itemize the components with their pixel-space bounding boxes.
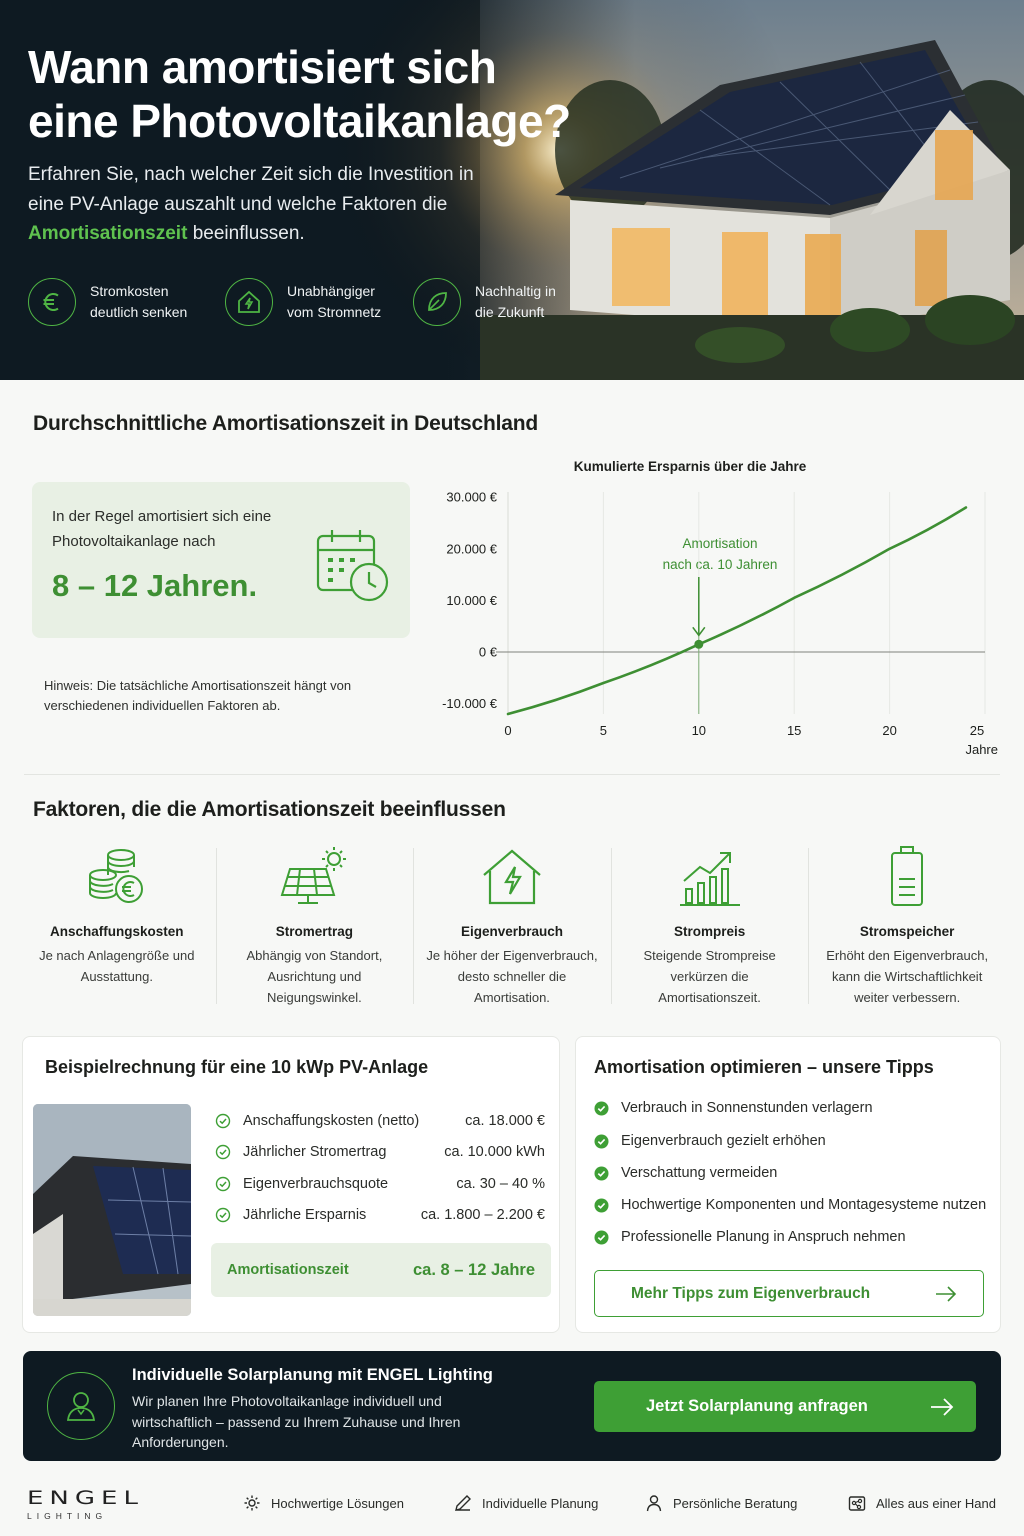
average-section-title: Durchschnittliche Amortisationszeit in Deutschland — [33, 412, 538, 435]
chart-x-tick-label: 10 — [691, 723, 707, 738]
annotation-line2: nach ca. 10 Jahren — [662, 557, 778, 572]
factor-electricity-price — [611, 842, 809, 1012]
logo-subline: LIGHTING — [27, 1511, 108, 1521]
request-planning-button[interactable] — [594, 1381, 976, 1432]
factor-title: Eigenverbrauch — [460, 924, 563, 939]
chart-title: Kumulierte Ersparnis über die Jahre — [573, 459, 807, 474]
footer-label: Hochwertige Lösungen — [271, 1495, 404, 1511]
factor-yield — [216, 842, 414, 1012]
hero-feature-line: die Zukunft — [475, 304, 545, 320]
chart-x-tick-label: 5 — [599, 723, 608, 738]
calc-label: Anschaffungskosten (netto) — [243, 1113, 420, 1129]
section-divider — [24, 774, 1000, 775]
chart-y-tick-label: 0 € — [478, 644, 497, 660]
payback-total-label: Amortisationszeit — [227, 1262, 349, 1278]
hero-feature-line: Unabhängiger — [287, 283, 375, 299]
factors-row — [18, 842, 1006, 1012]
arrow-right-icon — [930, 1398, 954, 1416]
calc-label: Jährlicher Stromertrag — [243, 1144, 387, 1160]
chart-y-tick-label: -10.000 € — [442, 696, 497, 712]
factor-purchase-cost — [18, 842, 216, 1012]
rising-chart-icon — [678, 845, 742, 909]
tips-card — [575, 1036, 1001, 1333]
hero-feature-line: Stromkosten — [90, 283, 169, 299]
break-even-point — [694, 640, 703, 649]
hero-feature-line: deutlich senken — [90, 304, 188, 320]
hero-feature-line: vom Stromnetz — [287, 304, 382, 320]
payback-intro: In der Regel amortisiert sich eine Photovoltaikanlage nach — [52, 508, 272, 550]
check-circle-icon — [215, 1144, 231, 1160]
footer-planning — [454, 1494, 598, 1512]
check-dot-icon — [594, 1166, 609, 1181]
check-circle-icon — [215, 1113, 231, 1129]
hero-title: Wann amortisiert sich eine Photovoltaikanlage? — [28, 41, 571, 147]
footer-label: Alles aus einer Hand — [876, 1495, 996, 1511]
calc-row-savings — [215, 1204, 545, 1226]
tip-text: Professionelle Planung in Anspruch nehmen — [621, 1229, 906, 1245]
calc-value: ca. 10.000 kWh — [444, 1144, 545, 1160]
tip-item — [594, 1133, 826, 1149]
chart-y-tick-label: 10.000 € — [446, 592, 497, 608]
calc-label: Jährliche Ersparnis — [243, 1207, 367, 1223]
check-dot-icon — [594, 1230, 609, 1245]
footer-consulting — [645, 1494, 797, 1512]
hero-lead-highlight: Amortisationszeit — [28, 223, 188, 244]
solar-panel-icon — [278, 845, 350, 909]
chart-y-tick-label: 30.000 € — [446, 489, 497, 505]
tip-item — [594, 1229, 906, 1245]
hero-feature-sustainable — [413, 278, 595, 326]
hero-lead — [28, 160, 488, 249]
cta-description: Wir planen Ihre Photovoltaikanlage individuell und wirtschaftlich – passend zu Ihrem Zuhause und Ihren Anforderungen. — [132, 1393, 461, 1450]
hero-lead-end: beeinflussen. — [187, 223, 305, 244]
house-bolt-icon — [480, 845, 544, 909]
check-dot-icon — [594, 1101, 609, 1116]
factor-storage — [808, 842, 1006, 1012]
house-bolt-icon — [225, 278, 273, 326]
logo-wordmark: ENGEL — [27, 1487, 144, 1510]
calc-value: ca. 30 – 40 % — [456, 1176, 545, 1192]
arrow-right-icon — [935, 1286, 957, 1302]
example-title: Beispielrechnung für eine 10 kWp PV-Anlage — [45, 1057, 429, 1077]
consultant-icon — [47, 1372, 115, 1440]
factor-title: Anschaffungskosten — [50, 924, 184, 939]
calc-row-purchase — [215, 1110, 545, 1132]
calc-value: ca. 1.800 – 2.200 € — [420, 1207, 545, 1223]
engel-logo[interactable] — [27, 1489, 144, 1521]
payback-total-value: ca. 8 – 12 Jahre — [412, 1260, 535, 1279]
calc-row-quota — [215, 1173, 545, 1195]
network-icon — [848, 1494, 866, 1512]
calc-row-yield — [215, 1141, 545, 1163]
coins-euro-icon — [85, 845, 149, 909]
hero-section — [0, 0, 1024, 380]
tip-text: Eigenverbrauch gezielt erhöhen — [621, 1133, 826, 1149]
check-circle-icon — [215, 1176, 231, 1192]
factor-desc: Erhöht den Eigenverbrauch, kann die Wirtschaftlichkeit weiter verbessern. — [826, 948, 989, 1005]
tip-item — [594, 1165, 777, 1181]
tips-title: Amortisation optimieren – unsere Tipps — [594, 1057, 934, 1077]
person-icon — [645, 1494, 663, 1512]
payback-range-box — [32, 482, 410, 638]
chart-x-tick-label: 25 — [969, 723, 985, 738]
savings-chart — [420, 452, 1020, 762]
euro-icon — [28, 278, 76, 326]
factor-desc: Abhängig von Standort, Ausrichtung und Neigungswinkel. — [246, 948, 383, 1005]
hero-feature-cost — [28, 278, 210, 326]
check-dot-icon — [594, 1134, 609, 1149]
tip-text: Verschattung vermeiden — [621, 1165, 778, 1181]
hero-feature-independent — [225, 278, 407, 326]
tip-text: Hochwertige Komponenten und Montagesysteme nutzen — [621, 1197, 987, 1213]
calc-label: Eigenverbrauchsquote — [243, 1176, 389, 1192]
tip-item — [594, 1100, 873, 1116]
factor-desc: Je höher der Eigenverbrauch, desto schneller die Amortisation. — [426, 948, 598, 1005]
cta-banner — [23, 1351, 1001, 1461]
more-tips-label: Mehr Tipps zum Eigenverbrauch — [631, 1284, 871, 1302]
calendar-clock-icon — [314, 526, 394, 606]
hero-lead-text: Erfahren Sie, nach welcher Zeit sich die Investition in eine PV-Anlage auszahlt und welche Faktoren die — [28, 164, 474, 215]
check-circle-icon — [215, 1207, 231, 1223]
factor-desc: Je nach Anlagengröße und Ausstattung. — [39, 948, 195, 984]
leaf-icon — [413, 278, 461, 326]
annotation-line1: Amortisation — [682, 536, 758, 551]
footer-all-in-one — [848, 1494, 996, 1512]
payback-range: 8 – 12 Jahren. — [52, 568, 258, 603]
chart-x-tick-label: 15 — [786, 723, 802, 738]
factor-title: Stromspeicher — [859, 924, 955, 939]
chart-x-axis-label: Jahre — [965, 742, 998, 757]
example-calculation-card — [22, 1036, 560, 1333]
hero-feature-line: Nachhaltig in — [475, 283, 556, 299]
payback-note: Hinweis: Die tatsächliche Amortisationszeit hängt von verschiedenen individuellen Faktoren ab. — [44, 678, 352, 713]
battery-icon — [887, 845, 927, 909]
more-tips-button[interactable] — [594, 1270, 984, 1317]
gear-icon — [243, 1494, 261, 1512]
roof-solar-image — [33, 1104, 191, 1316]
footer-quality — [243, 1494, 404, 1512]
calc-value: ca. 18.000 € — [465, 1113, 545, 1129]
chart-x-tick-label: 20 — [882, 723, 897, 738]
chart-y-tick-label: 20.000 € — [446, 541, 497, 557]
tip-item — [594, 1197, 986, 1213]
factor-title: Stromertrag — [275, 924, 354, 939]
factor-desc: Steigende Strompreise verkürzen die Amortisationszeit. — [643, 948, 776, 1005]
pen-ruler-icon — [454, 1494, 472, 1512]
check-dot-icon — [594, 1198, 609, 1213]
footer-label: Persönliche Beratung — [673, 1495, 798, 1511]
request-planning-label: Jetzt Solarplanung anfragen — [646, 1397, 868, 1415]
payback-total — [211, 1243, 551, 1297]
factors-section-title: Faktoren, die die Amortisationszeit beeinflussen — [33, 798, 506, 821]
factor-title: Strompreis — [673, 924, 746, 939]
tip-text: Verbrauch in Sonnenstunden verlagern — [621, 1100, 873, 1116]
cta-title: Individuelle Solarplanung mit ENGEL Lighting — [132, 1366, 493, 1384]
footer-label: Individuelle Planung — [482, 1495, 599, 1511]
factor-self-consumption — [413, 842, 611, 1012]
chart-x-tick-label: 0 — [504, 723, 512, 738]
